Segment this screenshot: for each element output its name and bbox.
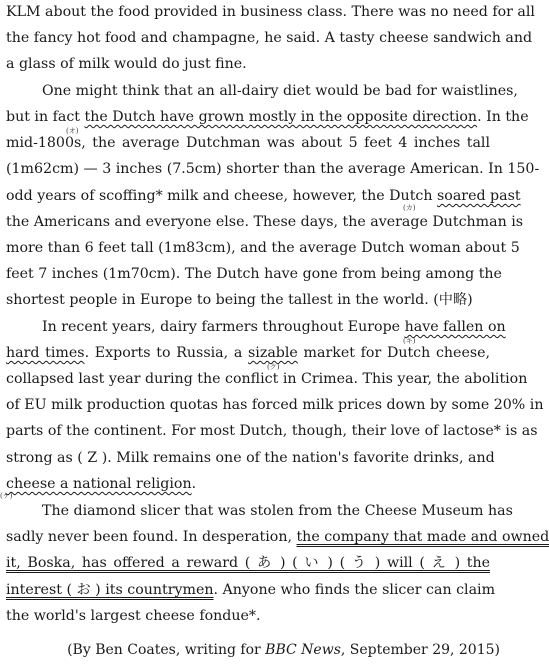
text-line <box>6 187 521 205</box>
underlined-phrase: the Dutch have grown mostly in the opposite direction <box>84 109 478 125</box>
text: sadly never been found. In desperation, <box>6 529 292 545</box>
text-line <box>6 108 529 126</box>
text: the Americans and everyone else. These days, the average Dutchman is <box>6 214 524 230</box>
text: . <box>191 476 197 492</box>
text-line <box>6 581 496 599</box>
underlined-phrase: it, Boska, has offered a reward ( あ ) ( い ) ( う ) will ( え ) the <box>6 555 490 571</box>
text-line <box>6 554 490 572</box>
text-line <box>6 422 538 440</box>
text: KLM about the food provided in business class. There was no need for all <box>6 4 535 20</box>
text: the average Dutchman was about 5 feet 4 inches tall <box>92 135 490 151</box>
text-line <box>42 502 513 520</box>
text-line <box>6 370 528 388</box>
underlined-phrase: hard times <box>6 345 85 361</box>
text: One might think that an all-dairy diet would be bad for waistlines, <box>42 83 518 99</box>
text: feet 7 inches (1m70cm). The Dutch have gone from being among the <box>6 266 502 282</box>
text-line <box>6 344 490 362</box>
underlined-phrase: cheese a national religion <box>6 476 192 492</box>
underlined-phrase: the company that made and owned <box>296 529 549 545</box>
marker-ke: (ケ) <box>0 492 13 500</box>
text-line <box>42 82 518 100</box>
text: a glass of milk would do just fine. <box>6 56 247 72</box>
text: more than 6 feet tall (1m83cm), and the average Dutch woman about 5 <box>6 240 520 256</box>
text: market for Dutch cheese, <box>303 345 491 361</box>
text-line <box>6 265 502 283</box>
text: . Exports to Russia, a <box>84 345 243 361</box>
text-line <box>6 239 520 257</box>
text: (By Ben Coates, writing for <box>67 642 266 658</box>
text: but in fact <box>6 109 80 125</box>
text-line <box>6 29 533 47</box>
text-line <box>6 607 490 625</box>
underlined-phrase: sizable <box>248 345 298 361</box>
marker-ku: (ク) <box>267 363 280 371</box>
underlined-phrase: soared past <box>437 188 521 204</box>
text-line <box>6 55 490 73</box>
marker-ki: (キ) <box>403 337 416 345</box>
underlined-phrase: interest ( お ) its countrymen <box>6 582 214 598</box>
text: odd years of scoffing* milk and cheese, however, the Dutch <box>6 188 433 204</box>
text-line <box>6 134 490 152</box>
text-line <box>6 396 544 414</box>
text-line <box>6 475 490 493</box>
underlined-phrase: have fallen on <box>404 319 506 335</box>
text-line <box>6 528 549 546</box>
text-line <box>6 213 524 231</box>
text: of EU milk production quotas has forced milk prices down by some 20% in <box>6 397 544 413</box>
text: collapsed last year during the conflict in Crimea. This year, the abolition <box>6 371 528 387</box>
text-line <box>6 3 535 21</box>
marker-ka: (カ) <box>403 204 416 212</box>
publication-name: BBC News <box>265 642 341 658</box>
text: mid-1800s, <box>6 135 86 151</box>
text-line <box>6 291 490 309</box>
text-line <box>6 449 495 467</box>
marker-o: (オ) <box>66 127 79 135</box>
text: . In the <box>477 109 529 125</box>
text: , September 29, 2015) <box>340 642 500 658</box>
text: The diamond slicer that was stolen from the Cheese Museum has <box>42 503 513 519</box>
text-line <box>6 160 540 178</box>
text: strong as ( Z ). Milk remains one of the nation's favorite drinks, and <box>6 450 495 466</box>
text-line <box>42 318 506 336</box>
text: (1m62cm) — 3 inches (7.5cm) shorter than the average American. In 150- <box>6 161 540 177</box>
text: parts of the continent. For most Dutch, though, their love of lactose* is as <box>6 423 538 439</box>
text: shortest people in Europe to being the tallest in the world. (中略) <box>6 292 473 308</box>
source-citation <box>0 641 500 659</box>
text: the fancy hot food and champagne, he said. A tasty cheese sandwich and <box>6 30 533 46</box>
text: . Anyone who finds the slicer can claim <box>213 582 496 598</box>
text: In recent years, dairy farmers throughout Europe <box>42 319 401 335</box>
text: the world's largest cheese fondue*. <box>6 608 261 624</box>
